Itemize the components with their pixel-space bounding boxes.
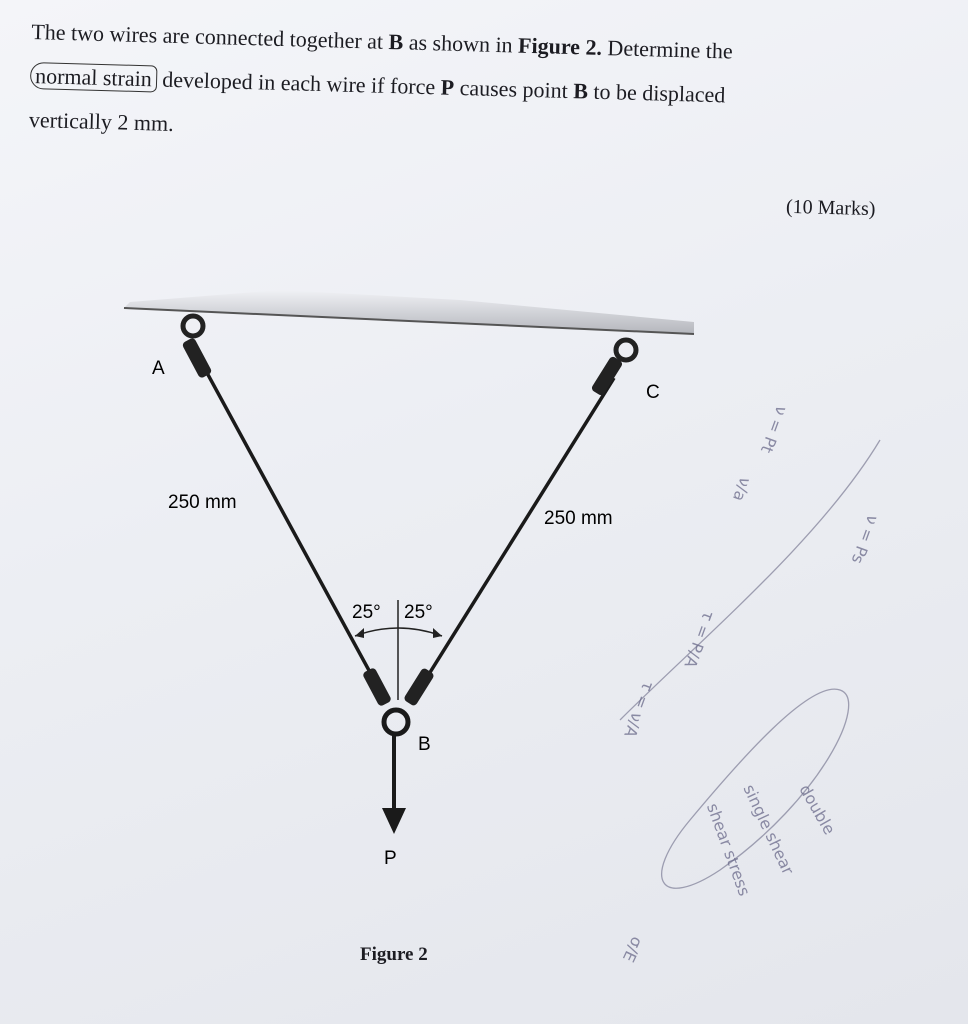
handwritten-note: single shear: [739, 781, 798, 878]
wire-cb: [414, 378, 614, 698]
angle-arc-arrow-right: [433, 628, 442, 638]
normal-strain-circled: normal strain: [30, 62, 157, 93]
handwritten-note: σ/E: [618, 933, 647, 966]
force-p-arrowhead: [382, 808, 406, 834]
support-eye-a: [183, 316, 203, 336]
force-p-ref: P: [440, 74, 455, 100]
handwritten-note: ν = Pt: [757, 403, 792, 456]
wire-ab: [200, 360, 384, 698]
point-b-ref: B: [572, 78, 589, 104]
question-line-3: vertically 2 mm.: [28, 106, 175, 136]
label-p: P: [384, 848, 397, 869]
angle-right-label: 25°: [404, 602, 433, 623]
handwritten-notes: [590, 380, 960, 1020]
text-segment: causes point: [453, 74, 574, 104]
point-b-ref: B: [388, 28, 404, 55]
wire-clamp-a: [181, 337, 212, 379]
text-segment: developed in each wire if force: [156, 66, 442, 100]
handwritten-note: ν = Ps: [847, 512, 883, 567]
label-b: B: [418, 734, 431, 755]
label-a: A: [152, 358, 165, 379]
handwritten-note: ν/a: [729, 474, 756, 505]
length-ab-label: 250 mm: [168, 492, 237, 513]
wire-clamp-b-left: [362, 667, 392, 707]
support-eye-c: [616, 340, 636, 360]
text-segment: Determine the: [601, 34, 734, 64]
angle-arc-arrow-left: [355, 628, 364, 638]
figure-ref: Figure 2.: [517, 32, 603, 60]
figure-caption: Figure 2: [360, 944, 428, 965]
wire-clamp-b-right: [403, 667, 435, 707]
text-segment: to be displaced: [587, 78, 726, 108]
handwritten-note: τ = ν/A: [620, 678, 659, 741]
handwritten-note: τ = P/A: [680, 608, 719, 671]
angle-left-label: 25°: [352, 602, 381, 623]
text-segment: The two wires are connected together at: [31, 18, 389, 54]
label-c: C: [646, 382, 660, 403]
ring-b: [384, 710, 408, 734]
handwritten-note: shear stress: [703, 800, 755, 899]
length-cb-label: 250 mm: [544, 508, 613, 529]
marks-label: (10 Marks): [785, 195, 876, 221]
handwritten-note: double: [795, 781, 840, 838]
text-segment: as shown in: [402, 29, 519, 58]
